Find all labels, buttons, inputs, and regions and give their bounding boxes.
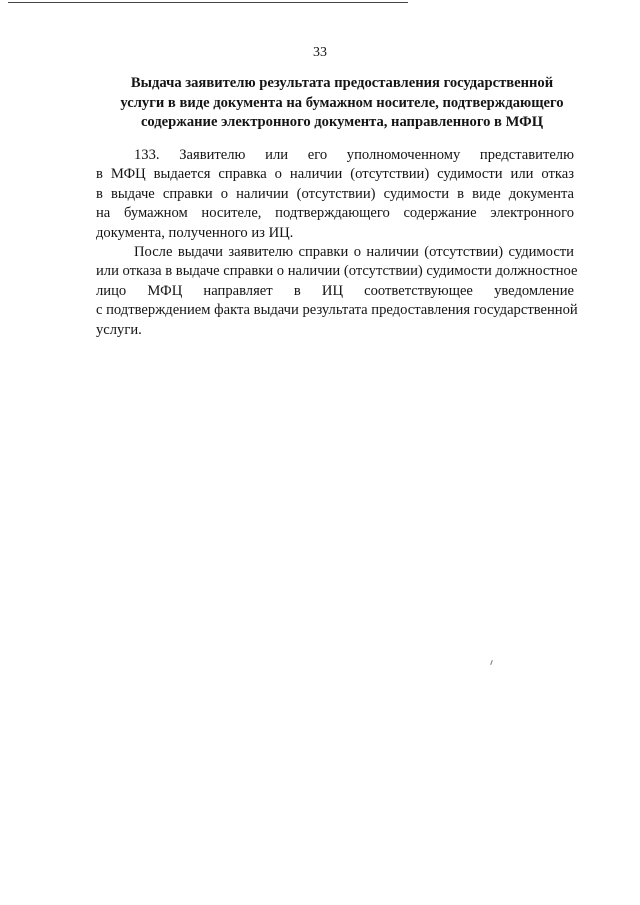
paragraph-line: документа, полученного из ИЦ. bbox=[96, 224, 294, 241]
section-heading bbox=[96, 74, 588, 133]
paragraph-line: лицо МФЦ направляет в ИЦ соответствующее уведомление bbox=[96, 282, 574, 299]
page-number: 33 bbox=[313, 45, 327, 60]
paragraph-line: в выдаче справки о наличии (отсутствии) судимости в виде документа bbox=[96, 185, 574, 202]
paragraph-line: 133. Заявителю или его уполномоченному представителю bbox=[134, 147, 574, 163]
heading-line: Выдача заявителю результата предоставления государственной bbox=[130, 75, 554, 91]
document-body bbox=[96, 146, 578, 340]
paragraph-line: После выдачи заявителю справки о наличии (отсутствии) судимости bbox=[134, 244, 574, 261]
scan-top-rule bbox=[8, 2, 408, 3]
scan-speck bbox=[490, 660, 493, 665]
paragraph-line: услуги. bbox=[96, 321, 142, 338]
paragraph-notification bbox=[96, 243, 578, 340]
paragraph-line: в МФЦ выдается справка о наличии (отсутствии) судимости или отказ bbox=[96, 166, 574, 183]
paragraph-line: на бумажном носителе, подтверждающего содержание электронного bbox=[96, 205, 574, 222]
heading-line: содержание электронного документа, направленного в МФЦ bbox=[140, 114, 544, 130]
paragraph-line: с подтверждением факта выдачи результата предоставления государственной bbox=[96, 302, 578, 319]
paragraph-133 bbox=[96, 146, 574, 243]
heading-line: услуги в виде документа на бумажном носителе, подтверждающего bbox=[120, 94, 564, 111]
paragraph-line: или отказа в выдаче справки о наличии (отсутствии) судимости должностное bbox=[96, 263, 578, 280]
